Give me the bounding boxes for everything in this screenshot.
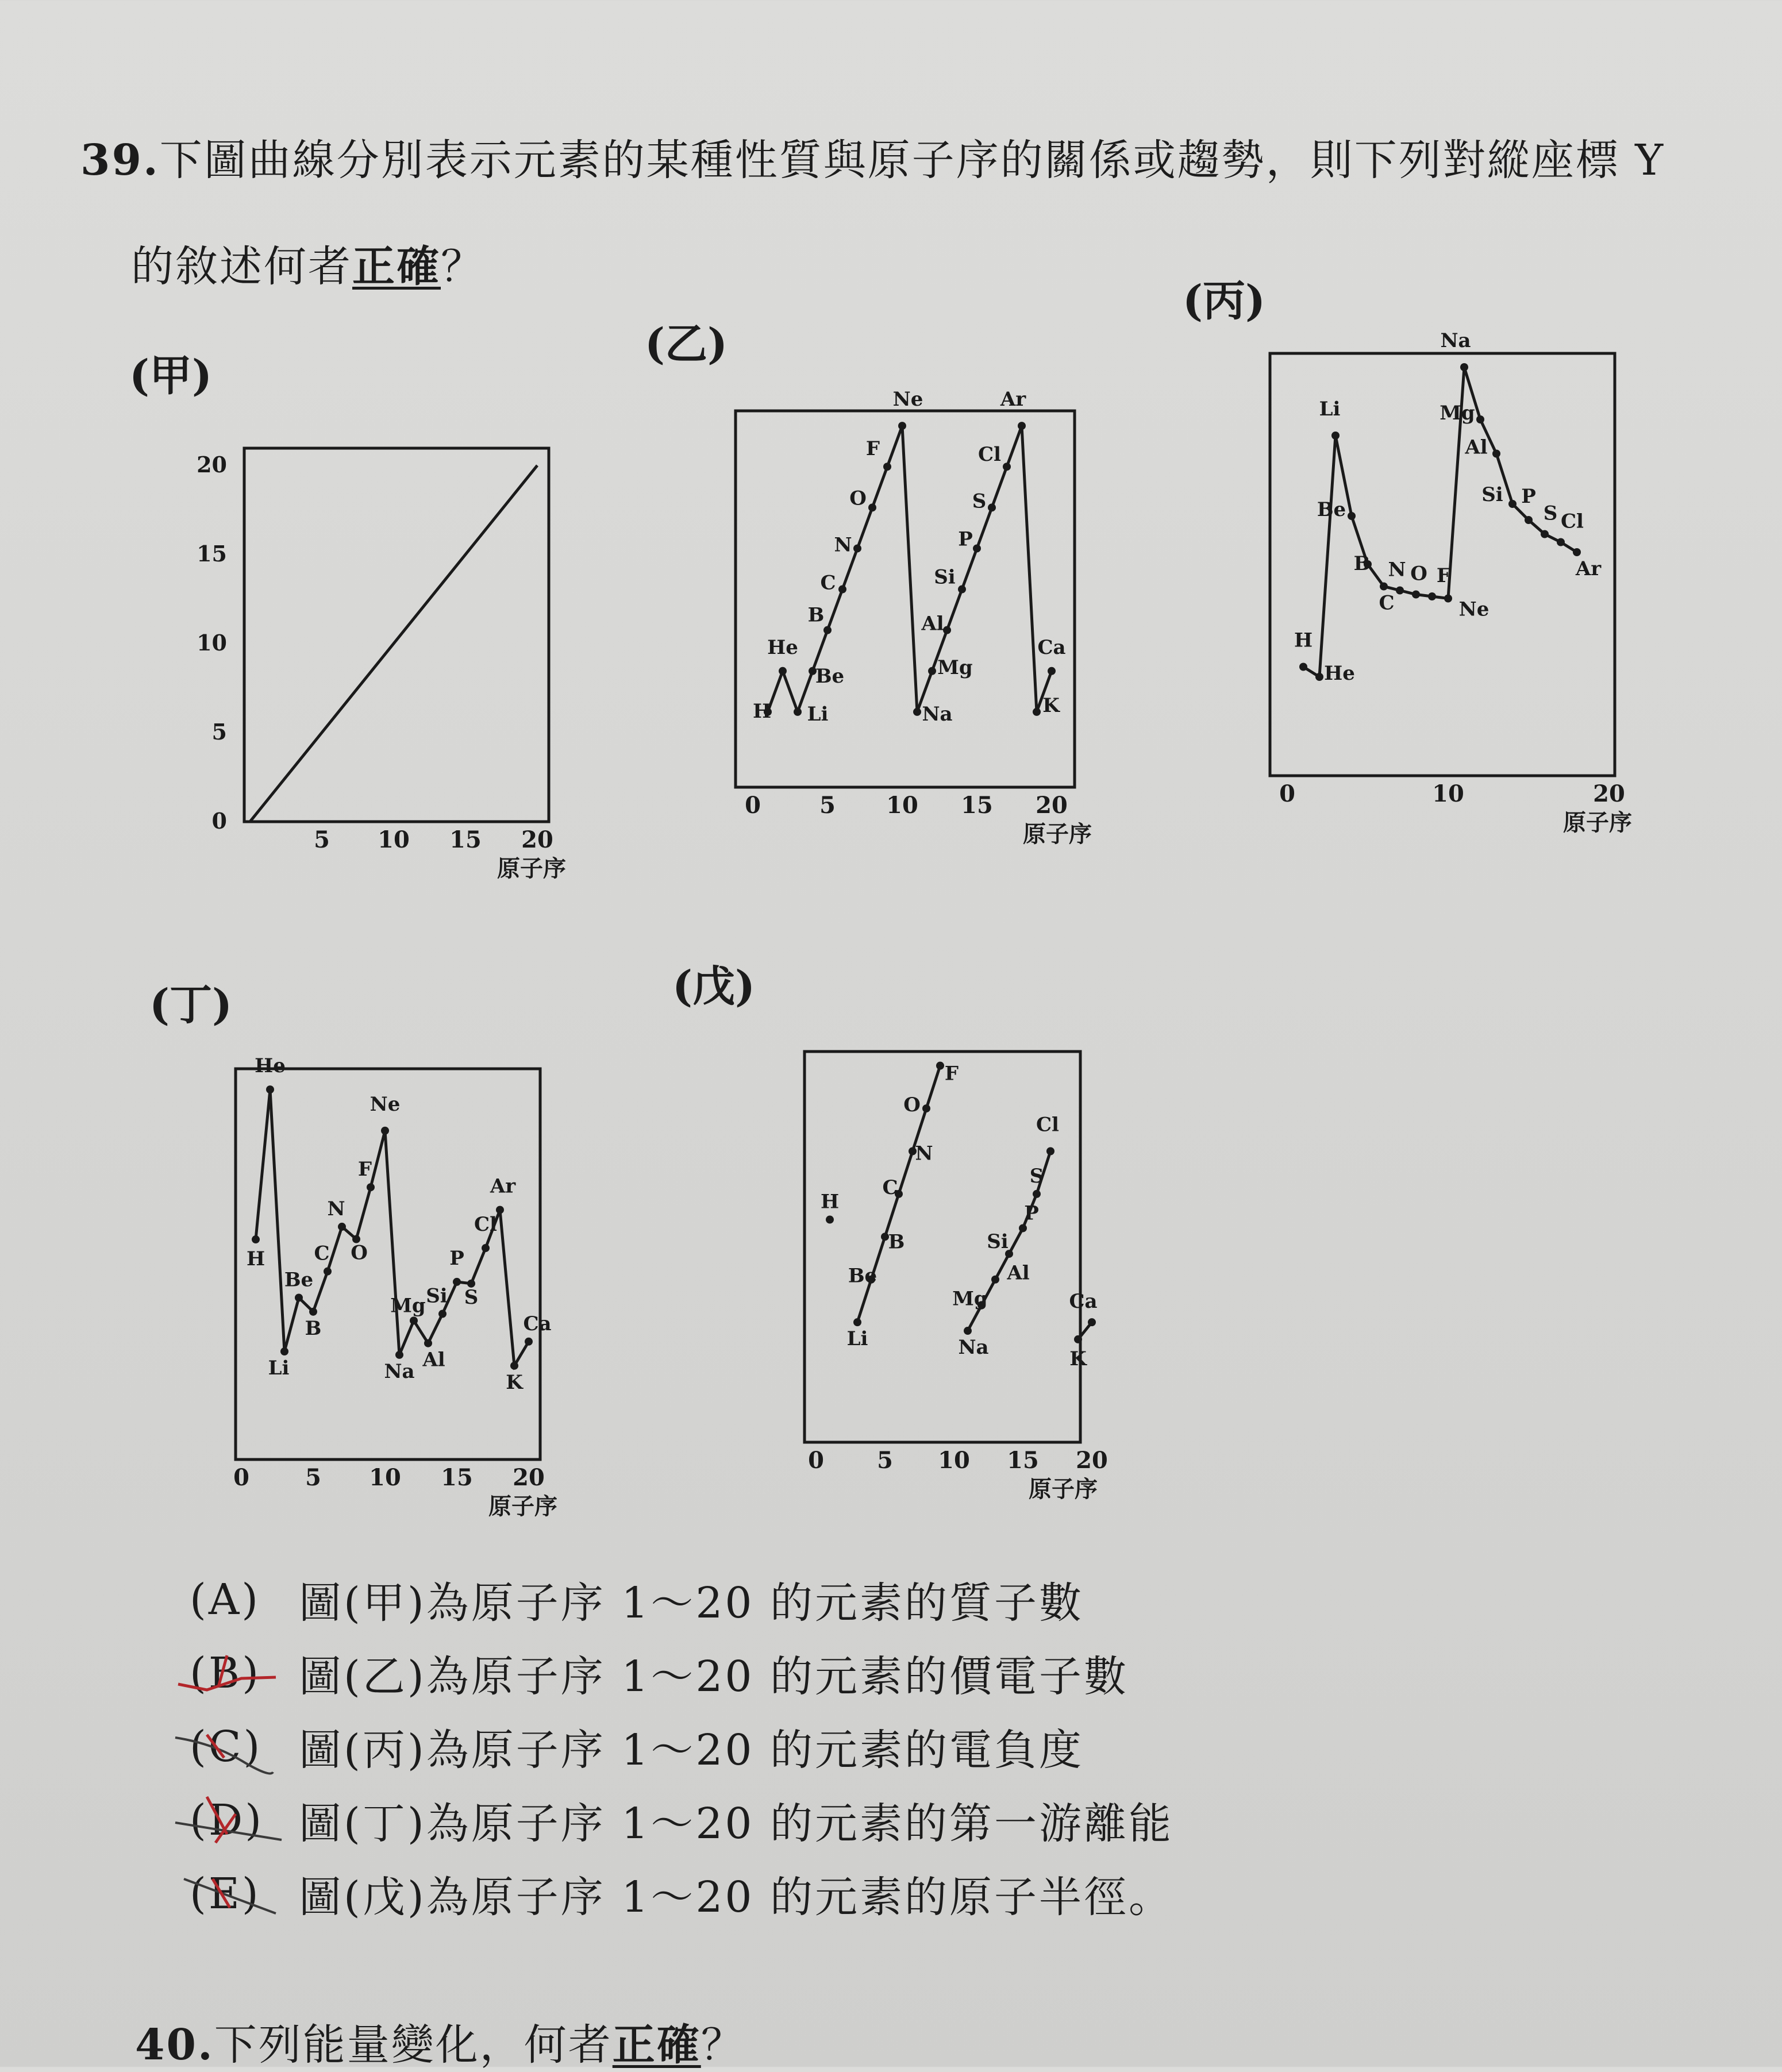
option-d[interactable] xyxy=(190,1784,1173,1857)
data-point xyxy=(1380,583,1388,591)
element-label: P xyxy=(958,527,973,551)
answer-options xyxy=(190,1563,1173,1931)
element-label: O xyxy=(351,1241,368,1265)
element-label: He xyxy=(767,636,798,659)
element-label: Al xyxy=(1007,1261,1030,1285)
data-point xyxy=(1315,673,1323,681)
data-point xyxy=(913,708,921,716)
element-label: Na xyxy=(958,1336,989,1359)
element-label: O xyxy=(1410,562,1427,586)
element-label: O xyxy=(903,1093,921,1117)
series-line xyxy=(250,465,537,822)
data-point xyxy=(958,586,966,594)
data-point xyxy=(1460,363,1468,371)
question-number: 39. xyxy=(80,136,160,185)
chart-wu xyxy=(793,1040,1184,1517)
option-letter-text: (E) xyxy=(190,1869,261,1919)
panel-label-yi: (乙) xyxy=(645,319,728,369)
data-point xyxy=(1541,530,1549,538)
element-label: N xyxy=(834,533,852,557)
element-label: N xyxy=(915,1142,933,1165)
question-39-line2 xyxy=(131,233,485,294)
data-point xyxy=(482,1244,490,1252)
element-label: F xyxy=(357,1158,372,1181)
element-label: Cl xyxy=(1561,510,1584,533)
element-label: C xyxy=(882,1176,898,1199)
data-point xyxy=(1348,512,1356,520)
question-number: 40. xyxy=(135,2020,214,2070)
option-letter-text: (B) xyxy=(190,1649,261,1698)
element-label: Al xyxy=(921,612,944,636)
emphasis-correct: 正確 xyxy=(612,2020,701,2070)
data-point xyxy=(1088,1318,1096,1326)
x-tick-label: 10 xyxy=(886,792,918,819)
element-label: B xyxy=(305,1316,322,1340)
plot-frame xyxy=(244,448,549,822)
data-point xyxy=(853,544,861,552)
element-label: Ca xyxy=(1037,636,1066,659)
data-point xyxy=(973,544,981,552)
data-point xyxy=(1525,516,1533,524)
panel-label-ding: (丁) xyxy=(149,980,233,1030)
element-label: H xyxy=(246,1247,265,1271)
x-axis-label: 原子序 xyxy=(1023,821,1092,848)
question-mark: ？ xyxy=(441,242,485,291)
element-label: Be xyxy=(848,1264,877,1288)
x-tick-label: 15 xyxy=(441,1464,473,1491)
data-point xyxy=(381,1127,389,1135)
data-point xyxy=(936,1062,944,1070)
element-label: Na xyxy=(922,702,953,726)
option-letter-text: (C) xyxy=(190,1722,263,1771)
element-label: Li xyxy=(268,1357,290,1380)
data-point xyxy=(794,708,802,716)
option-text: 圖(戊)為原子序 1～20 的元素的原子半徑。 xyxy=(299,1873,1174,1922)
element-label: K xyxy=(506,1370,523,1394)
element-label: He xyxy=(1324,662,1355,685)
x-tick-label: 0 xyxy=(745,792,761,819)
data-point xyxy=(252,1235,260,1243)
element-label: Na xyxy=(1440,329,1471,352)
data-point xyxy=(1396,587,1404,595)
x-tick-label: 10 xyxy=(938,1447,970,1474)
element-label: S xyxy=(1029,1164,1044,1188)
data-point xyxy=(1508,500,1517,508)
element-label: Cl xyxy=(1036,1113,1059,1137)
element-label: N xyxy=(327,1197,345,1220)
element-label: Ne xyxy=(1458,598,1490,621)
element-label: Cl xyxy=(978,443,1001,467)
data-point xyxy=(1046,1147,1054,1155)
y-tick-label: 20 xyxy=(197,452,227,477)
data-point xyxy=(410,1316,418,1324)
element-label: S xyxy=(1543,502,1558,525)
element-label: Li xyxy=(846,1327,868,1351)
option-text: 圖(丁)為原子序 1～20 的元素的第一游離能 xyxy=(299,1799,1174,1848)
element-label: Al xyxy=(422,1348,445,1372)
chart-bing xyxy=(1264,329,1689,845)
element-label: Li xyxy=(807,702,829,726)
data-point xyxy=(823,626,832,634)
x-tick-label: 15 xyxy=(449,826,482,853)
data-point xyxy=(826,1216,834,1224)
element-label: Na xyxy=(384,1359,415,1383)
element-label: Ar xyxy=(490,1174,516,1198)
element-label: Ca xyxy=(1069,1290,1098,1314)
y-tick-label: 5 xyxy=(211,719,227,745)
element-label: Ne xyxy=(370,1092,401,1116)
option-letter xyxy=(190,1869,299,1919)
question-40 xyxy=(135,2011,745,2072)
option-a[interactable] xyxy=(190,1563,1173,1636)
option-c[interactable] xyxy=(190,1710,1173,1784)
element-label: Be xyxy=(815,664,845,688)
element-label: B xyxy=(1353,552,1371,575)
data-point xyxy=(438,1310,447,1318)
data-point xyxy=(1573,548,1581,556)
element-label: B xyxy=(807,603,825,627)
x-tick-label: 20 xyxy=(513,1464,545,1491)
element-label: Cl xyxy=(474,1213,497,1237)
x-tick-label: 10 xyxy=(369,1464,401,1491)
data-point xyxy=(496,1206,504,1214)
question-text: 下圖曲線分別表示元素的某種性質與原子序的關係或趨勢，則下列對縱座標 Y xyxy=(159,136,1665,185)
element-label: Mg xyxy=(390,1294,426,1318)
option-letter xyxy=(190,1796,299,1845)
x-tick-label: 5 xyxy=(819,792,836,819)
data-point xyxy=(1033,708,1041,716)
data-point xyxy=(943,626,951,634)
element-label: H xyxy=(1294,629,1313,652)
element-label: C xyxy=(1379,591,1395,615)
element-label: Be xyxy=(1317,498,1346,521)
option-letter-text: (D) xyxy=(190,1796,264,1845)
data-point xyxy=(424,1339,432,1347)
element-label: S xyxy=(464,1285,479,1309)
data-point xyxy=(988,503,996,511)
data-point xyxy=(280,1347,288,1355)
x-tick-label: 5 xyxy=(305,1464,321,1491)
option-text: 圖(乙)為原子序 1～20 的元素的價電子數 xyxy=(299,1652,1129,1701)
element-label: Be xyxy=(284,1268,314,1292)
data-point xyxy=(1428,592,1436,600)
y-tick-label: 10 xyxy=(197,630,227,656)
panel-label-bing: (丙) xyxy=(1183,276,1266,326)
option-text: 圖(甲)為原子序 1～20 的元素的質子數 xyxy=(299,1578,1084,1628)
data-point xyxy=(1074,1335,1082,1343)
element-label: Ca xyxy=(523,1312,552,1335)
y-tick-label: 0 xyxy=(211,808,227,834)
option-b[interactable] xyxy=(190,1636,1173,1710)
option-e[interactable] xyxy=(190,1857,1173,1931)
data-point xyxy=(1412,591,1420,599)
data-point xyxy=(1299,663,1307,671)
red-strike-mark xyxy=(172,1717,287,1781)
data-point xyxy=(309,1308,317,1316)
question-mark: ？ xyxy=(701,2020,745,2070)
element-label: O xyxy=(849,487,867,510)
data-point xyxy=(922,1104,930,1112)
element-label: K xyxy=(1042,694,1060,717)
data-point xyxy=(453,1278,461,1286)
red-check-mark xyxy=(172,1644,287,1707)
element-label: Ar xyxy=(1575,557,1602,580)
data-point xyxy=(1003,463,1011,471)
element-label: F xyxy=(1436,564,1451,587)
option-letter xyxy=(190,1722,299,1771)
data-point xyxy=(898,422,906,430)
option-letter xyxy=(190,1649,299,1698)
element-label: Al xyxy=(1465,436,1488,459)
element-label: F xyxy=(865,437,880,461)
element-label: B xyxy=(888,1230,905,1254)
y-tick-label: 15 xyxy=(197,541,227,567)
data-point xyxy=(1048,667,1056,675)
question-39-line1 xyxy=(80,135,1665,186)
element-label: He xyxy=(255,1054,286,1078)
element-label: Si xyxy=(426,1284,448,1308)
x-tick-label: 20 xyxy=(521,826,553,853)
x-tick-label: 10 xyxy=(1432,780,1464,807)
data-point xyxy=(868,503,876,511)
element-label: P xyxy=(449,1246,464,1270)
x-tick-label: 15 xyxy=(961,792,993,819)
question-text: 下列能量變化，何者 xyxy=(214,2020,613,2070)
element-label: P xyxy=(1521,485,1536,508)
x-axis-label: 原子序 xyxy=(1029,1476,1098,1503)
red-strike-mark xyxy=(172,1791,287,1854)
x-tick-label: 15 xyxy=(1007,1447,1039,1474)
x-tick-label: 10 xyxy=(378,826,410,853)
element-label: S xyxy=(972,490,987,513)
data-point xyxy=(1019,1224,1027,1232)
data-point xyxy=(395,1351,403,1359)
data-point xyxy=(1033,1190,1041,1198)
data-point xyxy=(1018,422,1026,430)
element-label: Mg xyxy=(937,656,973,679)
emphasis-correct: 正確 xyxy=(352,242,441,291)
x-tick-label: 5 xyxy=(877,1447,893,1474)
data-point xyxy=(1476,415,1484,423)
data-point xyxy=(338,1223,346,1231)
x-tick-label: 0 xyxy=(233,1464,249,1491)
x-axis-label: 原子序 xyxy=(1563,809,1632,836)
data-point xyxy=(838,586,846,594)
x-tick-label: 0 xyxy=(808,1447,824,1474)
data-point xyxy=(964,1327,972,1335)
data-point xyxy=(991,1276,999,1284)
x-axis-label: 原子序 xyxy=(497,855,566,882)
option-text: 圖(丙)為原子序 1～20 的元素的電負度 xyxy=(299,1726,1084,1775)
x-tick-label: 20 xyxy=(1036,792,1068,819)
data-point xyxy=(883,463,891,471)
data-point xyxy=(324,1268,332,1276)
plot-frame xyxy=(805,1052,1080,1442)
element-label: Si xyxy=(934,565,956,589)
element-label: Ne xyxy=(892,388,923,411)
data-point xyxy=(853,1318,861,1326)
data-point xyxy=(266,1085,274,1093)
red-strike-mark xyxy=(172,1865,287,1928)
chart-yi xyxy=(730,385,1144,891)
element-label: Si xyxy=(987,1230,1009,1254)
x-tick-label: 20 xyxy=(1076,1447,1108,1474)
data-point xyxy=(779,667,787,675)
data-point xyxy=(1557,538,1565,546)
x-tick-label: 5 xyxy=(314,826,330,853)
chart-ding xyxy=(218,1054,609,1528)
x-axis-label: 原子序 xyxy=(488,1493,557,1520)
element-label: H xyxy=(752,699,772,723)
data-point xyxy=(1444,595,1452,603)
x-tick-label: 0 xyxy=(1279,780,1295,807)
element-label: Ar xyxy=(1000,388,1026,411)
panel-label-jia: (甲) xyxy=(129,351,213,400)
data-point xyxy=(928,667,936,675)
element-label: C xyxy=(314,1242,330,1265)
element-label: Mg xyxy=(952,1287,988,1311)
plot-frame xyxy=(236,1069,540,1459)
element-label: Mg xyxy=(1440,402,1475,425)
element-label: N xyxy=(1388,558,1406,581)
x-tick-label: 20 xyxy=(1593,780,1625,807)
element-label: F xyxy=(944,1062,959,1085)
data-point xyxy=(525,1338,533,1346)
element-label: Li xyxy=(1319,398,1341,421)
element-label: K xyxy=(1069,1347,1087,1370)
question-text-cont: 的敘述何者 xyxy=(131,242,352,291)
element-label: P xyxy=(1024,1201,1039,1225)
element-label: H xyxy=(820,1190,840,1214)
element-label: C xyxy=(820,571,836,595)
element-label: Si xyxy=(1481,483,1503,506)
data-point xyxy=(367,1183,375,1191)
data-point xyxy=(295,1293,303,1301)
data-point xyxy=(1331,432,1340,440)
chart-jia xyxy=(190,419,592,891)
option-letter: (A) xyxy=(190,1575,261,1624)
data-point xyxy=(1492,450,1500,458)
data-point xyxy=(510,1362,518,1370)
panel-label-wu: (戊) xyxy=(672,962,756,1011)
